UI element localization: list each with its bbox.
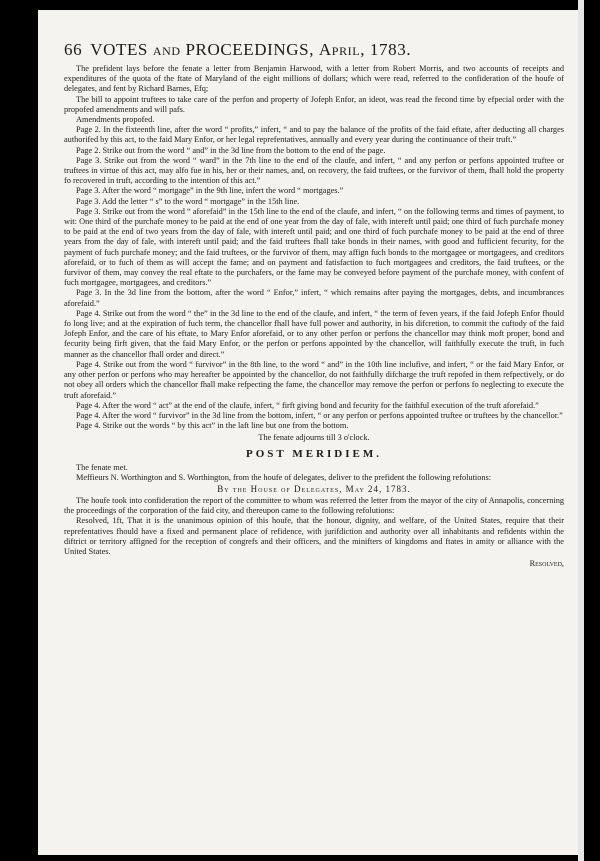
paragraph: Meffieurs N. Worthington and S. Worthington, from the houfe of delegates, deliver to the prefident the following refolutions:	[76, 472, 492, 482]
paragraph: The bill to appoint truftees to take care of the perfon and property of Jofeph Enfor, an ideot, was read the fecond time by efpecial order with the propofed amendments and will pafs.	[64, 94, 564, 114]
paragraph: Page 2. Strike out from the word “ and” in the 3d line from the bottom to the end of the page.	[76, 145, 386, 155]
header-year: 1783.	[369, 40, 412, 59]
paragraph: Resolved, 1ft, That it is the unanimous opinion of this houfe, that the honour, dignity, and welfare, of the United States, require that their reprefentatives fhould have a fixed and permanent place of refidence, with jurifdiction and authority over all inhabitants and refidents within the diftrict or territory affigned for the reception of congrefs and their officers, and the minifters of kingdoms and ftates in amity or alliance with the United States.	[64, 516, 564, 556]
paragraph: The fenate met.	[76, 462, 128, 472]
paragraph: Page 3. Strike out from the word “ aforefaid” in the 15th line to the end of the claufe, and infert, “ on the following terms and times of payment, to wit: One third of the purchafe money to be paid at the end of one year from the day of fale, with intereft until paid; one third of fuch purchafe money to be paid at the end of two years from the day of fale, with intereft until paid; and one third of fuch purchafe money to be paid at the end of three years from the day of fale, with intereft until paid; and the faid truftees fhall take bonds in their names, with good and fufficient fecurity, for the payment of fuch purchafe money; and the faid truftees, or the furvivor of them, may affign fuch bonds to the mortgagee or mortgagees, and creditors aforefaid, or to fuch of them as will accept the fame; and on payment and fatisfaction to fuch mortgagees and creditors, the faid truftees, or the furvivor of them, may convey the real eftate to the purchafers, or the fame may be conveyed before payment of the purchafe money, with confent of fuch mortgagee, mortgagees, and creditors.”	[64, 206, 564, 288]
paragraph: Page 4. After the word “ act” at the end of the claufe, infert, “ firft giving bond and fecurity for the faithful execution of the truft aforefaid.”	[76, 400, 539, 410]
paragraph: Page 3. Strike out from the word “ ward” in the 7th line to the end of the claufe, and infert, “ and any perfon or perfons appointed truftee or truftees in virtue of this act, may alfo fue in his, her or their names, and, on recovery, the faid truftees, or the furvivor of them, fhall hold the property fo recovered in truft, according to the intention of this act.”	[64, 155, 564, 186]
page-number: 66	[64, 40, 83, 59]
adjournment-line: The fenate adjourns till 3 o'clock.	[258, 433, 370, 443]
header-title: VOTES and PROCEEDINGS,	[90, 40, 315, 59]
header-month: April,	[318, 40, 366, 59]
running-header	[64, 40, 564, 60]
resolution-byline: By the House of Delegates, May 24, 1783.	[217, 483, 411, 494]
paragraph: Page 3. In the 3d line from the bottom, after the word “ Enfor,” infert, “ which remains after paying the mortgages, debts, and incumbrances aforefaid.”	[64, 288, 564, 308]
paragraph: Page 4. After the word “ furvivor” in the 3d line from the bottom, infert, “ or any perfon or perfons appointed truftee or truftees by the chancellor.”	[76, 410, 563, 420]
paragraph: Amendments propofed.	[76, 115, 155, 125]
paragraph: Page 3. After the word “ mortgage” in the 9th line, infert the word “ mortgages.”	[76, 186, 344, 196]
page-edge	[578, 0, 584, 861]
section-heading: POST MERIDIEM.	[246, 447, 382, 460]
paragraph: Page 4. Strike out from the word “ the” in the 3d line to the end of the claufe, and infert, “ the term of feven years, if the faid Jofeph Enfor fhould fo long live; and at the expiration of fuch term, the chancellor fhall have full power and authority, in his difcretion, to commit the cuftody of the faid Jofeph Enfor, and the care of his eftate, to Mary Enfor aforefaid, or to any other perfon or perfons the chancellor may think moft proper, bond and fecurity being firft given, that the faid Mary Enfor, or the perfon or perfons appointed by the chancellor, will faithfully execute the truft, in fuch manner as the chancellor fhall order and direct.”	[64, 308, 564, 359]
text-block	[64, 40, 564, 568]
paragraph: The prefident lays before the fenate a letter from Benjamin Harwood, with a letter from Robert Morris, and two accounts of receipts and expenditures of the quota of the ftate of Maryland of the eight millions of dollars; which were read, referred to the confideration of the houfe of delegates, and fent by Richard Barnes, Efq;	[64, 64, 564, 94]
paragraph: Page 4. Strike out from the word “ furvivor” in the 8th line, to the word “ and” in the 10th line inclufive, and infert, “ or the faid Mary Enfor, or any other perfon or perfons who may hereafter be appointed by the chancellor, do not faithfully difcharge the truft repofed in them refpectively, or do not obey all orders which the chancellor fhall make refpecting the fame, the chancellor may remove the perfon or perfons fo neglecting to execute the truft aforefaid.”	[64, 359, 564, 400]
document-page	[38, 10, 578, 855]
proceedings-top	[64, 64, 564, 431]
catchword: Resolved,	[529, 559, 564, 569]
paragraph: Page 2. In the fixteenth line, after the word “ profits,” infert, “ and to pay the balance of the profits of the faid eftate, after deducting all charges authorifed by this act, to the faid Mary Enfor, or her legal reprefentatives, annually and every year during the continuance of their truft.”	[64, 125, 564, 145]
paragraph: Page 4. Strike out the words “ by this act” in the laft line but one from the bottom.	[76, 421, 349, 431]
paragraph: The houfe took into confideration the report of the committee to whom was referred the letter from the mayor of the city of Annapolis, concerning the proceedings of the corporation of the faid city, and thereupon came to the following refolutions:	[64, 495, 564, 516]
paragraph: Page 3. Add the letter “ s” to the word “ mortgage” in the 15th line.	[76, 196, 300, 206]
